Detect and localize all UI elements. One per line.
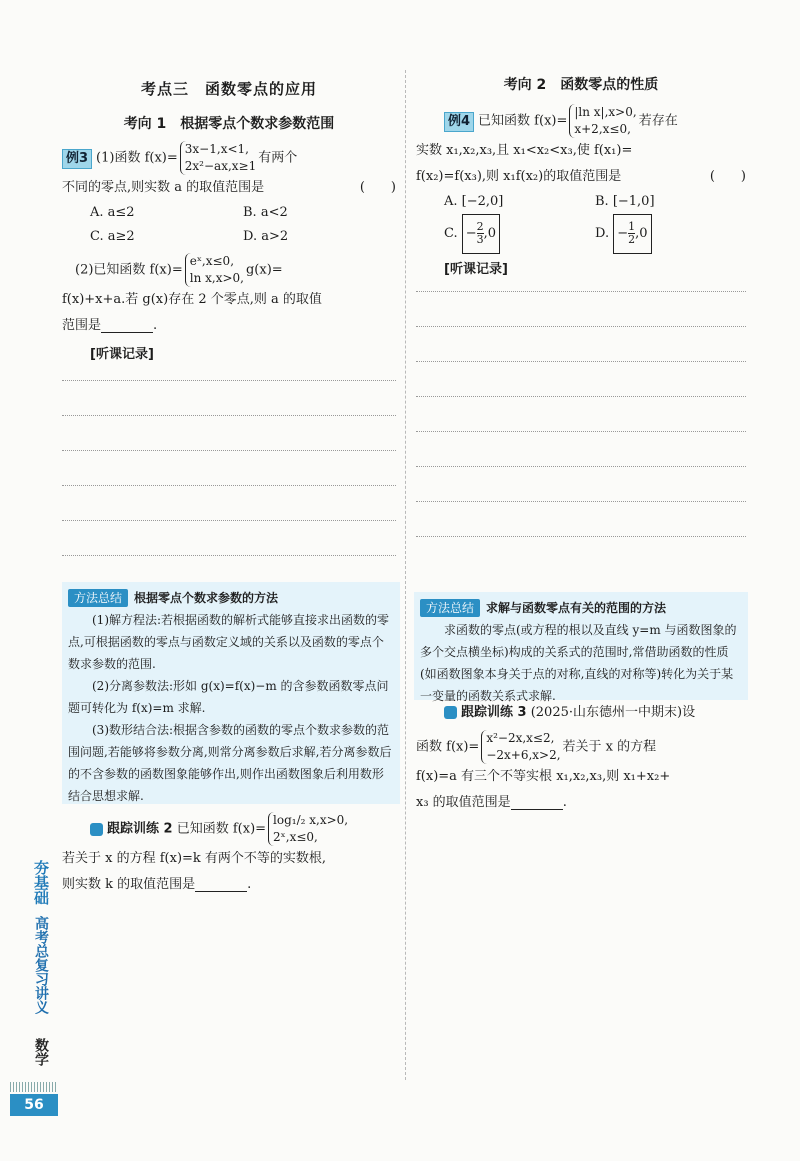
example-3 (62, 141, 396, 339)
track-exercise-2 (62, 812, 396, 898)
case-1: |ln x|,x>0, (574, 105, 637, 119)
record-label: [听课记录] (90, 347, 154, 362)
minus-sign: − (617, 226, 629, 241)
track3-lead: 函数 f(x)= (416, 739, 480, 755)
method-tag: 方法总结 (420, 599, 480, 617)
denominator: 3 (476, 233, 484, 246)
record-label: [听课记录] (444, 262, 508, 277)
ex3-p1-lead: (1)函数 f(x)= (96, 150, 178, 166)
ex3-p2-line3: 范围是 (62, 318, 102, 333)
track-label: 跟踪训练 3 (461, 705, 527, 720)
page-number: 56 (10, 1094, 58, 1116)
piecewise-brace (185, 253, 244, 287)
option-c (444, 214, 595, 254)
answer-paren: ( ) (709, 169, 746, 184)
sidebar-subject: 数学 (33, 1038, 49, 1066)
ex3-p1-tail: 有两个 (258, 150, 298, 166)
ex3-p1-line2: 不同的零点,则实数 a 的取值范围是 (62, 180, 265, 195)
ex3-p2-line2: f(x)+x+a.若 g(x)存在 2 个零点,则 a 的取值 (62, 292, 322, 307)
record-lines[interactable] (62, 362, 396, 556)
right-column (416, 62, 746, 537)
method-para-3: (3)数形结合法:根据含参数的函数的零点个数求参数的范围问题,若能够将参数分离,则常分离参数后求解,若分离参数后的不含参数的函数图象能够作出,则作出函数图象后利用数形结合思想求解. (68, 723, 392, 803)
piecewise-brace (180, 141, 256, 175)
case-2: 2ˣ,x≤0, (273, 830, 318, 844)
method-title: 根据零点个数求参数的方法 (134, 591, 279, 605)
piecewise-brace (481, 730, 560, 764)
track2-line3: 则实数 k 的取值范围是 (62, 877, 196, 892)
column-divider (405, 70, 406, 1080)
ex4-line3: f(x₂)=f(x₃),则 x₁f(x₂)的取值范围是 (416, 169, 622, 184)
ex4-tail: 若存在 (638, 113, 678, 129)
option-b: B. a<2 (243, 205, 288, 220)
period: . (247, 877, 252, 892)
ex3-options (62, 201, 396, 249)
record-area (62, 343, 396, 362)
fraction (477, 221, 484, 246)
ex3-p2-lead: (2)已知函数 f(x)= (75, 262, 183, 278)
ex4-line2: 实数 x₁,x₂,x₃,且 x₁<x₂<x₃,使 f(x₁)= (416, 143, 633, 158)
section-title: 考点三 函数零点的应用 (140, 80, 317, 98)
sidebar-series: 高考总复习讲义 (33, 916, 49, 1014)
option-c-label: C. (444, 226, 458, 241)
answer-paren: ( ) (359, 180, 396, 195)
period: . (562, 795, 567, 810)
case-1: 3x−1,x<1, (184, 142, 249, 156)
minus-sign: − (465, 226, 477, 241)
case-2: ln x,x>0, (189, 271, 244, 285)
upper-bound: ,0 (635, 226, 648, 241)
sidebar-brand: 夯基础 (32, 860, 50, 905)
denominator: 2 (628, 233, 636, 246)
track-label: 跟踪训练 2 (107, 821, 173, 837)
option-a: A. a≤2 (90, 205, 135, 220)
example-4 (416, 104, 746, 254)
direction2-title: 考向 2 函数零点的性质 (503, 77, 659, 93)
interval-bracket (613, 214, 651, 254)
track2-line2: 若关于 x 的方程 f(x)=k 有两个不等的实数根, (62, 851, 327, 866)
record-area (416, 258, 746, 277)
method-title: 求解与函数零点有关的范围的方法 (486, 601, 667, 615)
direction1-title: 考向 1 根据零点个数求参数范围 (123, 116, 335, 132)
option-d (595, 214, 746, 254)
option-c: C. a≥2 (90, 229, 135, 244)
track3-line3: x₃ 的取值范围是 (416, 795, 511, 810)
left-column (62, 62, 396, 556)
case-1: x²−2x,x≤2, (486, 731, 555, 745)
ex4-options (416, 190, 746, 254)
case-2: x+2,x≤0, (574, 122, 631, 136)
case-2: 2x²−ax,x≥1 (184, 159, 257, 173)
interval-bracket (462, 214, 500, 254)
case-1: eˣ,x≤0, (189, 254, 235, 268)
ex3-p2-tail: g(x)= (245, 262, 283, 278)
option-b: B. [−1,0] (595, 194, 655, 209)
method-para-1: (1)解方程法:若根据函数的解析式能够直接求出函数的零点,可根据函数的零点与函数定义域的关系以及函数的零点个数求参数的范围. (68, 613, 390, 671)
example-badge: 例4 (444, 112, 474, 132)
option-d: D. a>2 (243, 229, 289, 244)
option-a: A. [−2,0] (444, 194, 504, 209)
track3-source: (2025·山东德州一中期末)设 (530, 705, 696, 720)
method-para-2: (2)分离参数法:形如 g(x)=f(x)−m 的含参数函数零点问题可转化为 f(x)=m 求解. (68, 679, 389, 715)
decorative-hatch (10, 1082, 58, 1092)
numerator: 1 (628, 220, 636, 233)
record-lines[interactable] (416, 277, 746, 537)
ex4-lead: 已知函数 f(x)= (478, 113, 568, 129)
track3-tail: 若关于 x 的方程 (562, 739, 657, 755)
method-tag: 方法总结 (68, 589, 128, 607)
period: . (153, 318, 158, 333)
pencil-icon (444, 706, 457, 719)
method-summary-box (414, 592, 748, 703)
method-para: 求函数的零点(或方程的根以及直线 y=m 与函数图象的多个交点横坐标)构成的关系式的范围时,常借助函数的性质(如函数图象本身关于点的对称,直线的对称等)转化为关于某一变量的函数关系式求解. (420, 623, 737, 703)
track-exercise-3 (416, 700, 746, 816)
option-d-label: D. (595, 226, 610, 241)
pencil-icon (90, 823, 103, 836)
answer-blank[interactable] (195, 877, 247, 892)
numerator: 2 (476, 220, 484, 233)
case-1: log₁/₂ x,x>0, (273, 813, 349, 827)
track3-line2: f(x)=a 有三个不等实根 x₁,x₂,x₃,则 x₁+x₂+ (416, 769, 671, 784)
upper-bound: ,0 (483, 226, 497, 241)
case-2: −2x+6,x>2, (486, 748, 561, 762)
piecewise-brace (569, 104, 636, 138)
answer-blank[interactable] (101, 318, 153, 333)
example-badge: 例3 (62, 149, 92, 169)
method-summary-box (62, 582, 400, 804)
track2-lead: 已知函数 f(x)= (176, 821, 267, 837)
answer-blank[interactable] (511, 795, 563, 810)
piecewise-brace (268, 812, 348, 846)
